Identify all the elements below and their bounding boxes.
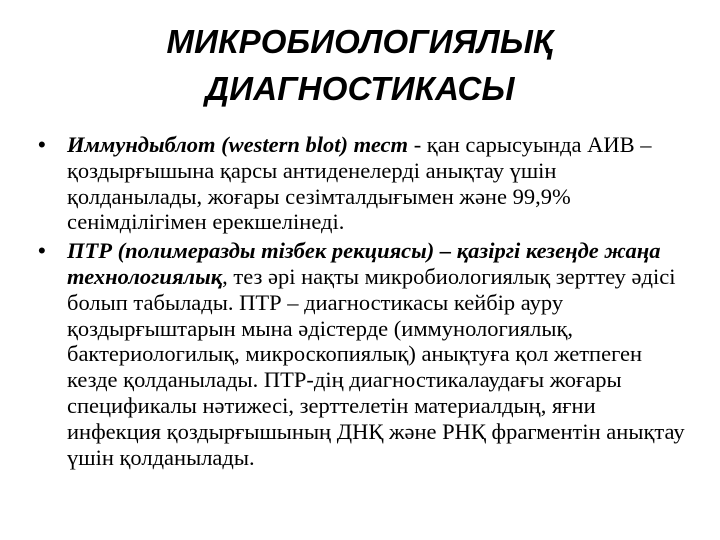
slide-title xyxy=(80,18,640,112)
title-line-1: МИКРОБИОЛОГИЯЛЫҚ xyxy=(166,23,554,60)
bullet-text: - қан сарысуында АИВ –қоздырғышына қарсы антиденелерді анықтау үшін қолданылады, жоғары сезімталдығымен және 99,9% сенімділігімен ерекшелінеді. xyxy=(67,132,652,235)
bullet-item-ptr xyxy=(38,238,688,470)
bullet-dot-icon: • xyxy=(38,132,46,157)
bullet-term: Иммундыблот (western blot) тест xyxy=(67,132,409,157)
bullet-dot-icon: • xyxy=(38,238,46,264)
title-line-2: ДИАГНОСТИКАСЫ xyxy=(205,70,515,107)
bullet-text: , тез әрі нақты микробиологиялық зерттеу әдісі болып табылады. ПТР – диагностикасы кейбір ауру қоздырғыштарын мына әдістерде (иммунологиялық, бактериологилық, микроскопиялық) анықтуға қол жетпеген кезде қолданылады. ПТР-дің диагностикалаудағы жоғары спецификалы нәтижесі, зерттелетін материалдың, яғни инфекция қоздырғышының ДНҚ және РНҚ фрагментін анықтау үшін қолданылады. xyxy=(67,263,685,470)
bullet-item-western-blot xyxy=(38,132,688,235)
slide-body xyxy=(38,132,688,473)
bullet-term: ПТР (полимеразды тізбек рекциясы) – қазіргі кезеңде жаңа технологиялық xyxy=(67,238,661,289)
